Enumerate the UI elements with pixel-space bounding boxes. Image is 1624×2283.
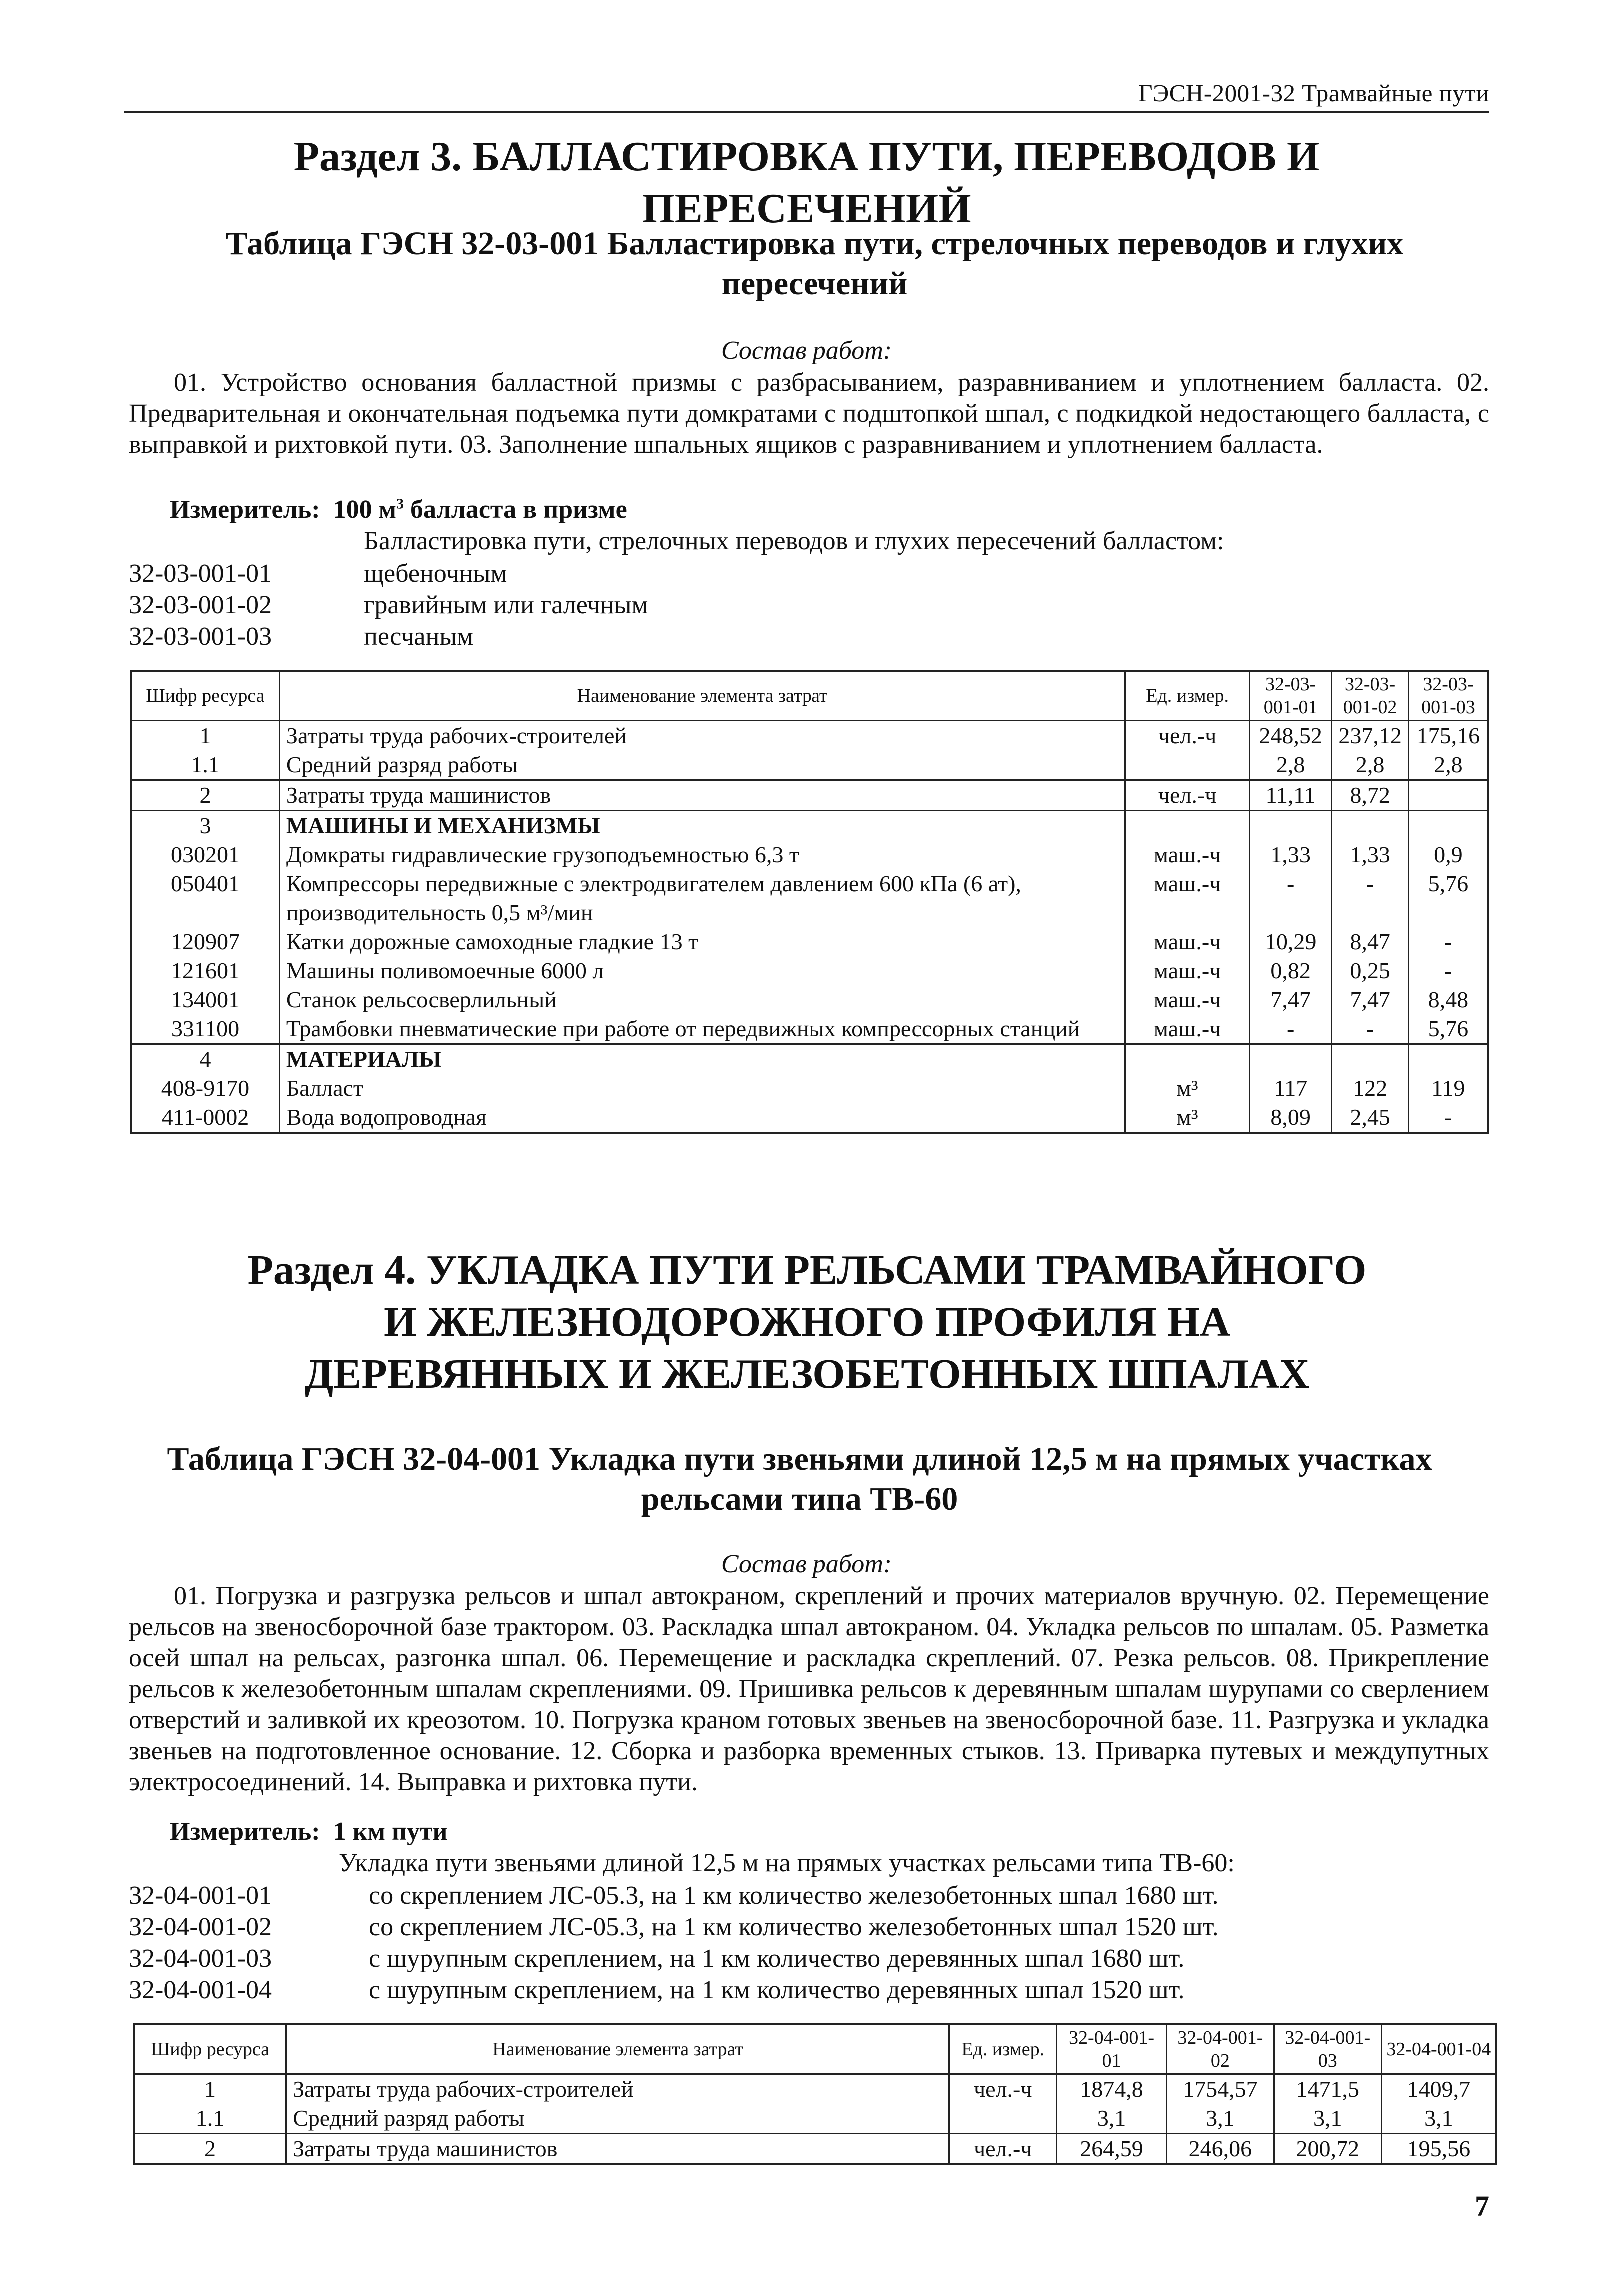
variant-code: 32-03-001-03 — [129, 622, 272, 651]
measure-unit-label: Измеритель: — [170, 495, 320, 524]
row-value: - — [1408, 1103, 1488, 1133]
row-value: - — [1408, 927, 1488, 956]
work-composition-caption: Состав работ: — [721, 1550, 892, 1578]
header-unit: Ед. измер. — [949, 2024, 1057, 2074]
table-row — [134, 2134, 1496, 2165]
row-value: 1,33 — [1249, 840, 1331, 869]
variant-row — [129, 558, 507, 589]
variant-row — [129, 1975, 1184, 2006]
section-3-title: Раздел 3. БАЛЛАСТИРОВКА ПУТИ, ПЕРЕВОДОВ И ПЕРЕСЕЧЕНИЙ — [293, 133, 1320, 232]
header-norm-col: 32-04-001-01 — [1057, 2024, 1167, 2074]
table-group-row — [131, 1044, 1488, 1074]
row-value: 3,1 — [1166, 2104, 1274, 2134]
row-name: Катки дорожные самоходные гладкие 13 т — [279, 927, 1125, 956]
variant-code: 32-04-001-04 — [129, 1976, 272, 2004]
row-code: 1.1 — [131, 750, 279, 780]
row-value: 11,11 — [1249, 780, 1331, 811]
table-header-row — [134, 2024, 1496, 2074]
table-row — [131, 1103, 1488, 1133]
row-value: 8,72 — [1332, 780, 1409, 811]
row-code: 050401 — [131, 869, 279, 927]
row-code: 134001 — [131, 985, 279, 1014]
measure-unit-rest: балласта в призме — [404, 495, 627, 524]
row-value: 2,8 — [1408, 750, 1488, 780]
row-value: 10,29 — [1249, 927, 1331, 956]
variants-heading: Балластировка пути, стрелочных переводов и глухих пересечений балластом: — [364, 527, 1224, 555]
header-norm-col: 32-03-001-02 — [1332, 671, 1409, 721]
row-code: 1 — [131, 721, 279, 751]
row-unit — [949, 2104, 1057, 2134]
row-code: 408-9170 — [131, 1074, 279, 1103]
measure-unit-line — [170, 495, 627, 524]
row-code: 030201 — [131, 840, 279, 869]
row-name: Домкраты гидравлические грузоподъемностью 6,3 т — [279, 840, 1125, 869]
table-4-title: Таблица ГЭСН 32-04-001 Укладка пути звеньями длиной 12,5 м на прямых участках рельсами типа ТВ-60 — [167, 1441, 1432, 1517]
variant-text: с шурупным скреплением, на 1 км количество деревянных шпал 1680 шт. — [369, 1944, 1185, 1973]
table-row — [131, 840, 1488, 869]
row-value: - — [1408, 956, 1488, 985]
row-name: Затраты труда рабочих-строителей — [279, 721, 1125, 751]
row-code: 1.1 — [134, 2104, 286, 2134]
header-norm-col: 32-04-001-04 — [1381, 2024, 1496, 2074]
table-header-row — [131, 671, 1488, 721]
row-value: 122 — [1332, 1074, 1409, 1103]
row-unit: чел.-ч — [1125, 780, 1250, 811]
row-unit: маш.-ч — [1125, 956, 1250, 985]
row-name: Трамбовки пневматические при работе от передвижных компрессорных станций — [279, 1014, 1125, 1044]
section-4-title: Раздел 4. УКЛАДКА ПУТИ РЕЛЬСАМИ ТРАМВАЙНОГО И ЖЕЛЕЗНОДОРОЖНОГО ПРОФИЛЯ НА ДЕРЕВЯННЫХ И ЖЕЛЕЗОБЕТОННЫХ ШПАЛАХ — [247, 1247, 1367, 1397]
row-name: Средний разряд работы — [279, 750, 1125, 780]
header-cost-element: Наименование элемента затрат — [286, 2024, 949, 2074]
variant-code: 32-04-001-01 — [129, 1881, 272, 1910]
row-value: - — [1332, 869, 1409, 927]
table-row — [131, 750, 1488, 780]
row-unit: чел.-ч — [949, 2134, 1057, 2165]
resource-table-32-04-001 — [133, 2023, 1497, 2165]
row-value: 237,12 — [1332, 721, 1409, 751]
variant-text: гравийным или галечным — [364, 591, 648, 619]
row-group-name: МАШИНЫ И МЕХАНИЗМЫ — [279, 811, 1125, 841]
header-resource-code: Шифр ресурса — [134, 2024, 286, 2074]
row-value: 8,48 — [1408, 985, 1488, 1014]
row-value: 0,25 — [1332, 956, 1409, 985]
row-value: 8,47 — [1332, 927, 1409, 956]
row-value: 248,52 — [1249, 721, 1331, 751]
row-value — [1408, 780, 1488, 811]
table-row — [131, 1014, 1488, 1044]
row-value: 200,72 — [1274, 2134, 1381, 2165]
variants-heading: Укладка пути звеньями длиной 12,5 м на прямых участках рельсами типа ТВ-60: — [339, 1849, 1235, 1877]
row-value: 3,1 — [1057, 2104, 1167, 2134]
header-unit: Ед. измер. — [1125, 671, 1250, 721]
row-unit: маш.-ч — [1125, 869, 1250, 927]
row-name: Машины поливомоечные 6000 л — [279, 956, 1125, 985]
row-value: - — [1249, 1014, 1331, 1044]
header-norm-col: 32-03-001-01 — [1249, 671, 1331, 721]
row-value: 1874,8 — [1057, 2074, 1167, 2104]
header-norm-col: 32-04-001-02 — [1166, 2024, 1274, 2074]
variant-code: 32-04-001-02 — [129, 1913, 272, 1941]
variant-code: 32-03-001-02 — [129, 591, 272, 619]
row-code: 411-0002 — [131, 1103, 279, 1133]
variant-code: 32-03-001-01 — [129, 559, 272, 588]
table-group-row — [131, 811, 1488, 841]
row-value: 119 — [1408, 1074, 1488, 1103]
row-value: 5,76 — [1408, 869, 1488, 927]
row-unit — [1125, 811, 1250, 841]
row-code: 120907 — [131, 927, 279, 956]
measure-unit-value: 1 км пути — [333, 1817, 448, 1846]
variant-row — [129, 1912, 1219, 1943]
row-unit: м³ — [1125, 1103, 1250, 1133]
row-unit: маш.-ч — [1125, 840, 1250, 869]
row-value: 1471,5 — [1274, 2074, 1381, 2104]
row-name: Балласт — [279, 1074, 1125, 1103]
row-value: 3,1 — [1381, 2104, 1496, 2134]
row-name: Средний разряд работы — [286, 2104, 949, 2134]
row-value: 264,59 — [1057, 2134, 1167, 2165]
variant-text: щебеночным — [364, 559, 507, 588]
row-value: 0,82 — [1249, 956, 1331, 985]
row-value: - — [1332, 1014, 1409, 1044]
header-resource-code: Шифр ресурса — [131, 671, 279, 721]
row-unit: маш.-ч — [1125, 1014, 1250, 1044]
row-unit: чел.-ч — [1125, 721, 1250, 751]
row-value: 8,09 — [1249, 1103, 1331, 1133]
running-header: ГЭСН-2001-32 Трамвайные пути — [1138, 79, 1489, 107]
row-value: 1754,57 — [1166, 2074, 1274, 2104]
measure-unit-value: 100 м — [333, 495, 397, 524]
variant-row — [129, 1880, 1219, 1911]
table-row — [131, 780, 1488, 811]
table-row — [131, 1074, 1488, 1103]
table-row — [131, 985, 1488, 1014]
row-value: 7,47 — [1332, 985, 1409, 1014]
row-code: 1 — [134, 2074, 286, 2104]
row-unit — [1125, 750, 1250, 780]
header-norm-col: 32-04-001-03 — [1274, 2024, 1381, 2074]
table-row — [131, 869, 1488, 927]
variant-text: со скреплением ЛС-05.3, на 1 км количество железобетонных шпал 1520 шт. — [369, 1913, 1219, 1941]
row-name: Затраты труда машинистов — [279, 780, 1125, 811]
row-value: - — [1249, 869, 1331, 927]
row-value: 117 — [1249, 1074, 1331, 1103]
table-row — [131, 721, 1488, 751]
row-code: 3 — [131, 811, 279, 841]
variant-text: с шурупным скреплением, на 1 км количество деревянных шпал 1520 шт. — [369, 1976, 1185, 2004]
measure-unit-label: Измеритель: — [170, 1817, 320, 1846]
variant-text: песчаным — [364, 622, 474, 651]
work-composition-caption: Состав работ: — [721, 336, 892, 365]
row-value: 2,8 — [1332, 750, 1409, 780]
header-rule — [124, 111, 1489, 113]
work-composition-text: 01. Погрузка и разгрузка рельсов и шпал автокраном, скреплений и прочих материалов вручную. 02. Перемещение рельсов на звеносборочной базе трактором. 03. Раскладка шпал автокраном. 04. Укладка рельсов по шпалам. 05. Разметка осей шпал на рельсах, разгонка шпал. 06. Перемещение и раскладка скреплений. 07. Резка рельсов. 08. Прикрепление рельсов к железобетонным шпалам скреплениями. 09. Пришивка рельсов к деревянным шпалам шурупами со сверлением отверстий и заливкой их креозотом. 10. Погрузка краном готовых звеньев на звеносборочной базе. 11. Разгрузка и укладка звеньев на подготовленное основание. 12. Сборка и разборка временных стыков. 13. Приварка путевых и междупутных электросоединений. 14. Выправка и рихтовка пути. — [129, 1582, 1489, 1796]
table-row — [134, 2074, 1496, 2104]
row-value: 195,56 — [1381, 2134, 1496, 2165]
row-unit — [1125, 1044, 1250, 1074]
row-code: 4 — [131, 1044, 279, 1074]
row-name: Вода водопроводная — [279, 1103, 1125, 1133]
row-value: 175,16 — [1408, 721, 1488, 751]
row-value: 2,45 — [1332, 1103, 1409, 1133]
row-value: 1409,7 — [1381, 2074, 1496, 2104]
measure-unit-superscript: 3 — [396, 495, 404, 512]
row-code: 2 — [134, 2134, 286, 2165]
row-unit: маш.-ч — [1125, 927, 1250, 956]
measure-unit-line — [170, 1817, 447, 1846]
table-row — [131, 956, 1488, 985]
work-composition-text: 01. Устройство основания балластной призмы с разбрасыванием, разравниванием и уплотнением балласта. 02. Предварительная и окончательная подъемка пути домкратами с подштопкой шпал, с подкидкой недостающего балласта, с выправкой и рихтовкой пути. 03. Заполнение шпальных ящиков с разравниванием и уплотнением балласта. — [129, 368, 1489, 459]
table-row — [131, 927, 1488, 956]
row-value: 2,8 — [1249, 750, 1331, 780]
row-unit: чел.-ч — [949, 2074, 1057, 2104]
variant-row — [129, 621, 473, 652]
table-3-title: Таблица ГЭСН 32-03-001 Балластировка пути, стрелочных переводов и глухих пересечений — [225, 225, 1404, 302]
header-norm-col: 32-03-001-03 — [1408, 671, 1488, 721]
row-value: 246,06 — [1166, 2134, 1274, 2165]
row-value: 7,47 — [1249, 985, 1331, 1014]
row-group-name: МАТЕРИАЛЫ — [279, 1044, 1125, 1074]
table-row — [134, 2104, 1496, 2134]
variant-code: 32-04-001-03 — [129, 1944, 272, 1973]
row-value: 1,33 — [1332, 840, 1409, 869]
row-value: 3,1 — [1274, 2104, 1381, 2134]
row-name: Компрессоры передвижные с электродвигателем давлением 600 кПа (6 ат), производительность 0,5 м³/мин — [279, 869, 1125, 927]
resource-table-32-03-001 — [130, 670, 1489, 1134]
row-value: 5,76 — [1408, 1014, 1488, 1044]
variant-row — [129, 590, 648, 621]
row-code: 331100 — [131, 1014, 279, 1044]
variant-row — [129, 1943, 1184, 1974]
row-name: Станок рельсосверлильный — [279, 985, 1125, 1014]
row-code: 2 — [131, 780, 279, 811]
variant-text: со скреплением ЛС-05.3, на 1 км количество железобетонных шпал 1680 шт. — [369, 1881, 1219, 1910]
row-code: 121601 — [131, 956, 279, 985]
row-unit: м³ — [1125, 1074, 1250, 1103]
header-cost-element: Наименование элемента затрат — [279, 671, 1125, 721]
page-number: 7 — [1475, 2190, 1489, 2222]
row-name: Затраты труда машинистов — [286, 2134, 949, 2165]
row-name: Затраты труда рабочих-строителей — [286, 2074, 949, 2104]
row-value: 0,9 — [1408, 840, 1488, 869]
row-unit: маш.-ч — [1125, 985, 1250, 1014]
